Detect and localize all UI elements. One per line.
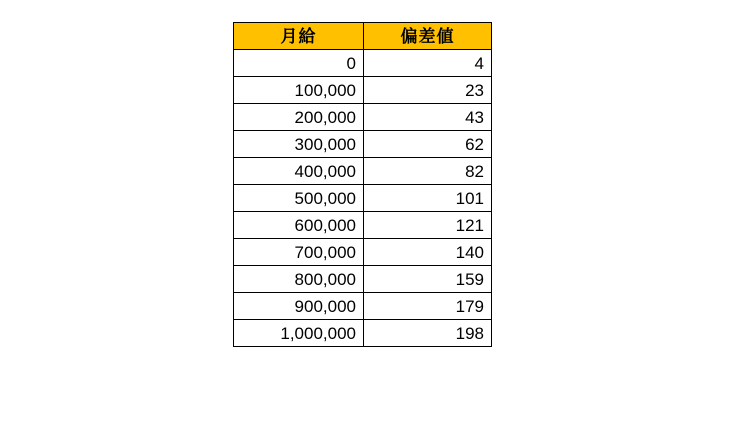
table-row bbox=[234, 185, 492, 212]
cell-salary: 800,000 bbox=[234, 266, 364, 293]
cell-deviation: 4 bbox=[364, 50, 492, 77]
table-body bbox=[234, 50, 492, 347]
cell-deviation: 23 bbox=[364, 77, 492, 104]
cell-deviation: 43 bbox=[364, 104, 492, 131]
cell-salary: 900,000 bbox=[234, 293, 364, 320]
cell-deviation: 82 bbox=[364, 158, 492, 185]
salary-deviation-table bbox=[233, 22, 492, 347]
table-row bbox=[234, 50, 492, 77]
cell-deviation: 62 bbox=[364, 131, 492, 158]
cell-salary: 200,000 bbox=[234, 104, 364, 131]
table-row bbox=[234, 320, 492, 347]
cell-salary: 500,000 bbox=[234, 185, 364, 212]
data-table-container bbox=[233, 22, 492, 347]
table-row bbox=[234, 293, 492, 320]
table-row bbox=[234, 104, 492, 131]
cell-deviation: 198 bbox=[364, 320, 492, 347]
cell-deviation: 101 bbox=[364, 185, 492, 212]
cell-salary: 300,000 bbox=[234, 131, 364, 158]
cell-deviation: 179 bbox=[364, 293, 492, 320]
table-row bbox=[234, 77, 492, 104]
column-header-salary: 月給 bbox=[234, 23, 364, 50]
table-row bbox=[234, 131, 492, 158]
column-header-deviation: 偏差値 bbox=[364, 23, 492, 50]
cell-salary: 100,000 bbox=[234, 77, 364, 104]
cell-deviation: 140 bbox=[364, 239, 492, 266]
table-row bbox=[234, 158, 492, 185]
cell-salary: 400,000 bbox=[234, 158, 364, 185]
table-header-row bbox=[234, 23, 492, 50]
cell-salary: 1,000,000 bbox=[234, 320, 364, 347]
cell-salary: 600,000 bbox=[234, 212, 364, 239]
table-row bbox=[234, 266, 492, 293]
table-row bbox=[234, 212, 492, 239]
cell-salary: 0 bbox=[234, 50, 364, 77]
cell-salary: 700,000 bbox=[234, 239, 364, 266]
table-row bbox=[234, 239, 492, 266]
cell-deviation: 121 bbox=[364, 212, 492, 239]
table-header bbox=[234, 23, 492, 50]
cell-deviation: 159 bbox=[364, 266, 492, 293]
